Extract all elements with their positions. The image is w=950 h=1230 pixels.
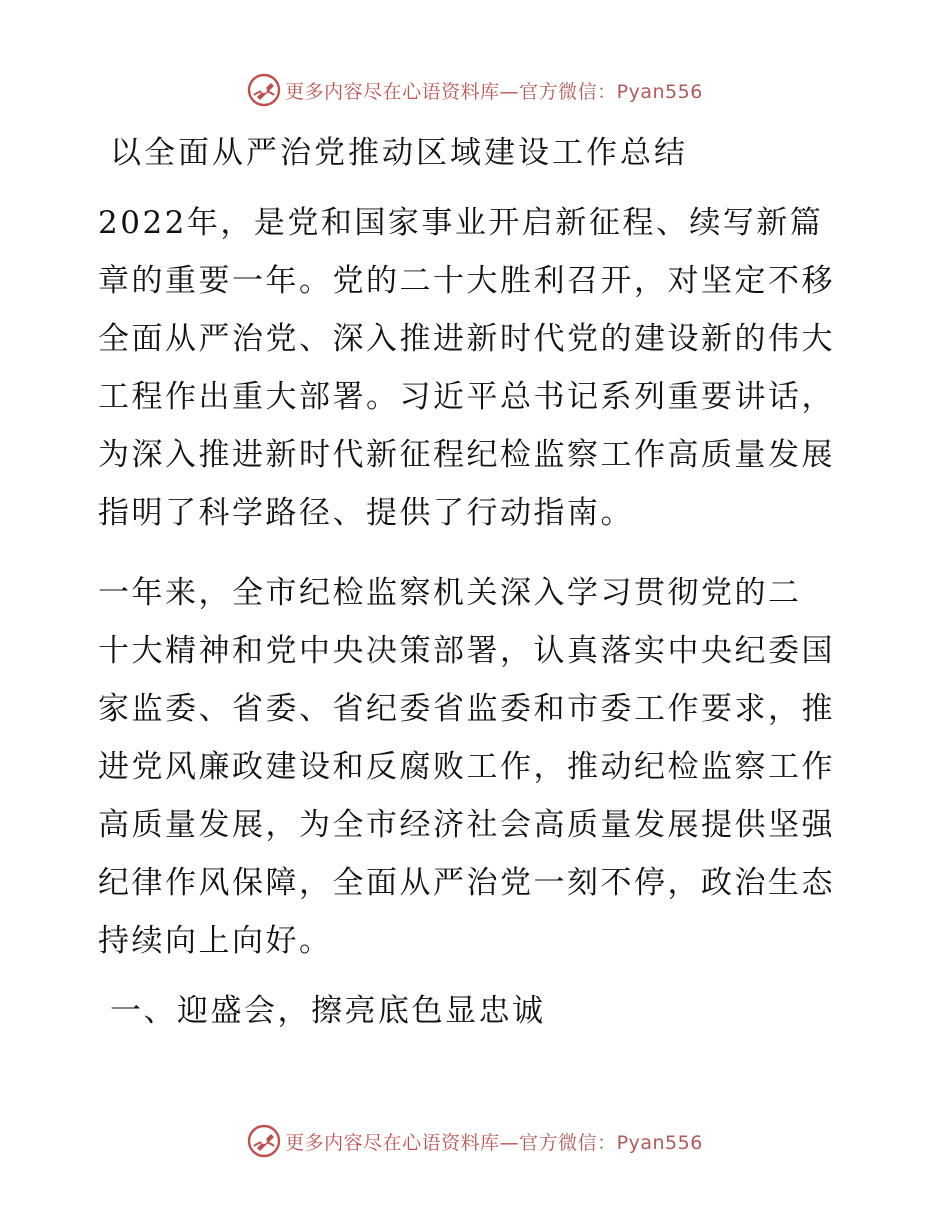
watermark-wechat: 官方微信：Pyan556 <box>519 1131 703 1154</box>
paragraph-line: 章的重要一年。党的二十大胜利召开，对坚定不移 <box>98 263 835 299</box>
section-heading: 一、迎盛会，擦亮底色显忠诚 <box>110 993 546 1029</box>
footer-watermark <box>0 1121 950 1161</box>
paragraph-line: 进党风廉政建设和反腐败工作，推动纪检监察工作 <box>98 749 835 785</box>
header-watermark <box>0 70 950 110</box>
paragraph-line: 为深入推进新时代新征程纪检监察工作高质量发展 <box>98 437 835 473</box>
paragraph-intro <box>98 194 850 542</box>
paragraph-line: 一年来，全市纪检监察机关深入学习贯彻党的二 <box>98 575 802 611</box>
paragraph-summary <box>98 564 850 970</box>
paragraph-line: 家监委、省委、省纪委省监委和市委工作要求，推 <box>98 691 835 727</box>
paragraph-line: 高质量发展，为全市经济社会高质量发展提供坚强 <box>98 807 835 843</box>
paragraph-line: 纪律作风保障，全面从严治党一刻不停，政治生态 <box>98 865 835 901</box>
watermark-wechat: 官方微信：Pyan556 <box>519 80 703 103</box>
red-book-pen-logo-icon <box>247 1124 281 1158</box>
paragraph-line: 全面从严治党、深入推进新时代党的建设新的伟大 <box>98 321 835 357</box>
document-title: 以全面从严治党推动区域建设工作总结 <box>110 135 688 171</box>
paragraph-line: 十大精神和党中央决策部署，认真落实中央纪委国 <box>98 633 835 669</box>
watermark-text: 更多内容尽在心语资料库— <box>285 1131 520 1154</box>
paragraph-line: 持续向上向好。 <box>98 923 333 959</box>
paragraph-line: 2022年，是党和国家事业开启新征程、续写新篇 <box>98 205 824 241</box>
paragraph-line: 指明了科学路径、提供了行动指南。 <box>98 495 634 531</box>
paragraph-line: 工程作出重大部署。习近平总书记系列重要讲话， <box>98 379 835 415</box>
red-book-pen-logo-icon <box>247 73 281 107</box>
watermark-text: 更多内容尽在心语资料库— <box>285 80 520 103</box>
